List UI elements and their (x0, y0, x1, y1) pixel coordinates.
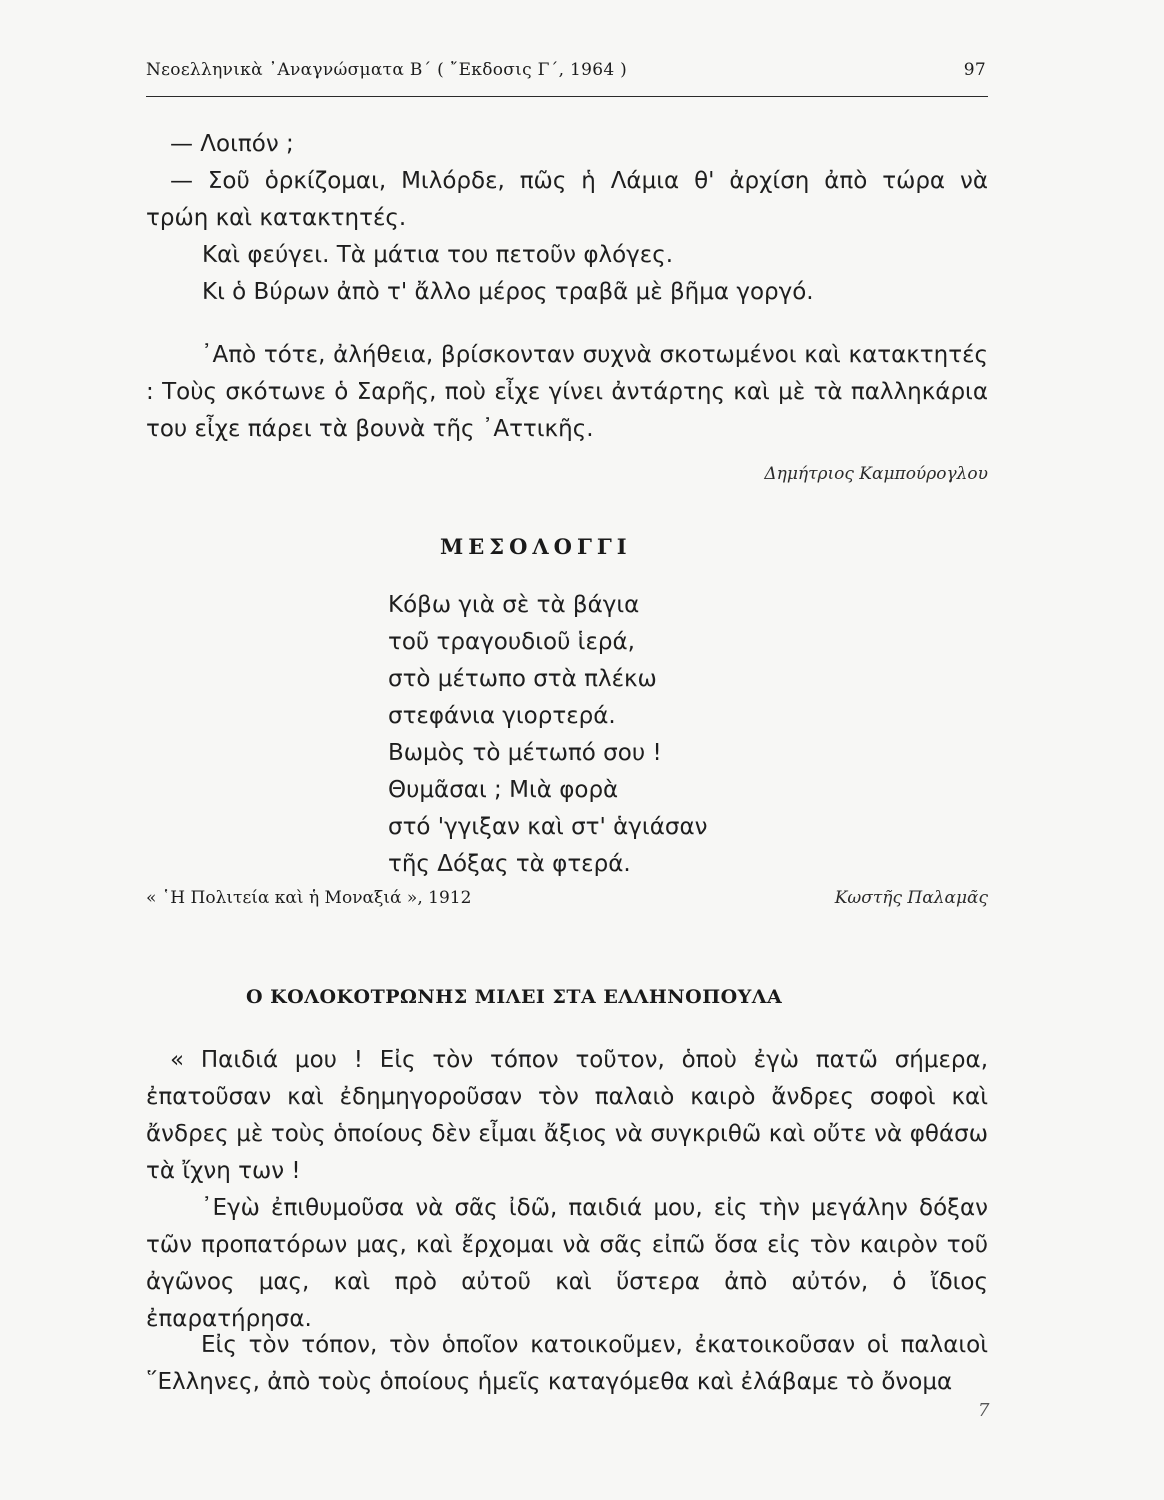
poem-line: τοῦ τραγουδιοῦ ἱερά, (388, 629, 635, 655)
speech-paragraph: « Παιδιά μου ! Εἰς τὸν τόπον τοῦτον, ὁποὺ ἐγὼ πατῶ σήμερα, ἐπατοῦσαν καὶ ἐδημηγοροῦσαν τὸν παλαιὸ καιρὸ ἄνδρες σοφοὶ καὶ ἄνδρες μὲ τοὺς ὁποίους δὲν εἶμαι ἄξιος νὰ συγκριθῶ καὶ οὔτε νὰ φθάσω τὰ ἴχνη των ! (146, 1047, 988, 1184)
speech-paragraph: ᾿Εγὼ ἐπιθυμοῦσα νὰ σᾶς ἰδῶ, παιδιά μου, εἰς τὴν μεγάλην δόξαν τῶν προπατόρων μας, καὶ ἔρχομαι νὰ σᾶς εἰπῶ ὅσα εἰς τὸν καιρὸν τοῦ ἀγῶνος μας, καὶ πρὸ αὐτοῦ καὶ ὕστερα ἀπὸ αὐτόν, ὁ ἴδιος ἐπαρατήρησα. (146, 1195, 988, 1332)
poem-author: Κωστῆς Παλαμᾶς (834, 888, 988, 908)
poem-line: Βωμὸς τὸ μέτωπό σου ! (388, 740, 662, 766)
book-title: Νεοελληνικὰ ᾿Αναγνώσματα Β΄ ( ῎Εκδοσις Γ΄, 1964 ) (146, 60, 628, 80)
running-header (146, 60, 988, 90)
speech-heading: Ο ΚΟΛΟΚΟΤΡΩΝΗΣ ΜΙΛΕΙ ΣΤΑ ΕΛΛΗΝΟΠΟΥΛΑ (246, 986, 783, 1008)
author-signature: Δημήτριος Καμπούρογλου (764, 464, 988, 484)
dialogue-line: — Λοιπόν ; (170, 131, 294, 157)
speech-paragraph: Εἰς τὸν τόπον, τὸν ὁποῖον κατοικοῦμεν, ἐκατοικοῦσαν οἱ παλαιοὶ ῞Ελληνες, ἀπὸ τοὺς ὁποίους ἡμεῖς καταγόμεθα καὶ ἐλάβαμε τὸ ὄνομα (146, 1332, 988, 1395)
poem-line: στό 'γγιξαν καὶ στ' ἁγιάσαν (388, 814, 708, 840)
page-number: 97 (963, 60, 986, 80)
closing-paragraph: ᾿Απὸ τότε, ἀλήθεια, βρίσκονταν συχνὰ σκοτωμένοι καὶ κατακτητές : Τοὺς σκότωνε ὁ Σαρῆς, ποὺ εἶχε γίνει ἀντάρτης καὶ μὲ τὰ παλληκάρια του εἶχε πάρει τὰ βουνὰ τῆς ᾿Αττικῆς. (146, 342, 988, 442)
poem-source: « ῾Η Πολιτεία καὶ ἡ Μοναξιά », 1912 (146, 888, 472, 908)
poem-line: Κόβω γιὰ σὲ τὰ βάγια (388, 592, 640, 618)
signature-mark: 7 (978, 1400, 990, 1421)
poem-line: Θυμᾶσαι ; Μιὰ φορὰ (388, 777, 619, 803)
poem-title: ΜΕΣΟΛΟΓΓΙ (440, 534, 632, 559)
dialogue-line: — Σοῦ ὁρκίζομαι, Μιλόρδε, πῶς ἡ Λάμια θ' ἀρχίση ἀπὸ τώρα νὰ (170, 168, 988, 194)
narrative-line: Καὶ φεύγει. Τὰ μάτια του πετοῦν φλόγες. (202, 242, 674, 268)
header-rule (146, 96, 988, 97)
poem-line: στεφάνια γιορτερά. (388, 703, 616, 729)
narrative-line: Κι ὁ Βύρων ἀπὸ τ' ἄλλο μέρος τραβᾶ μὲ βῆμα γοργό. (202, 279, 814, 305)
dialogue-line: τρώη καὶ κατακτητές. (146, 205, 407, 231)
poem-line: στὸ μέτωπο στὰ πλέκω (388, 666, 657, 692)
poem-line: τῆς Δόξας τὰ φτερά. (388, 851, 631, 877)
